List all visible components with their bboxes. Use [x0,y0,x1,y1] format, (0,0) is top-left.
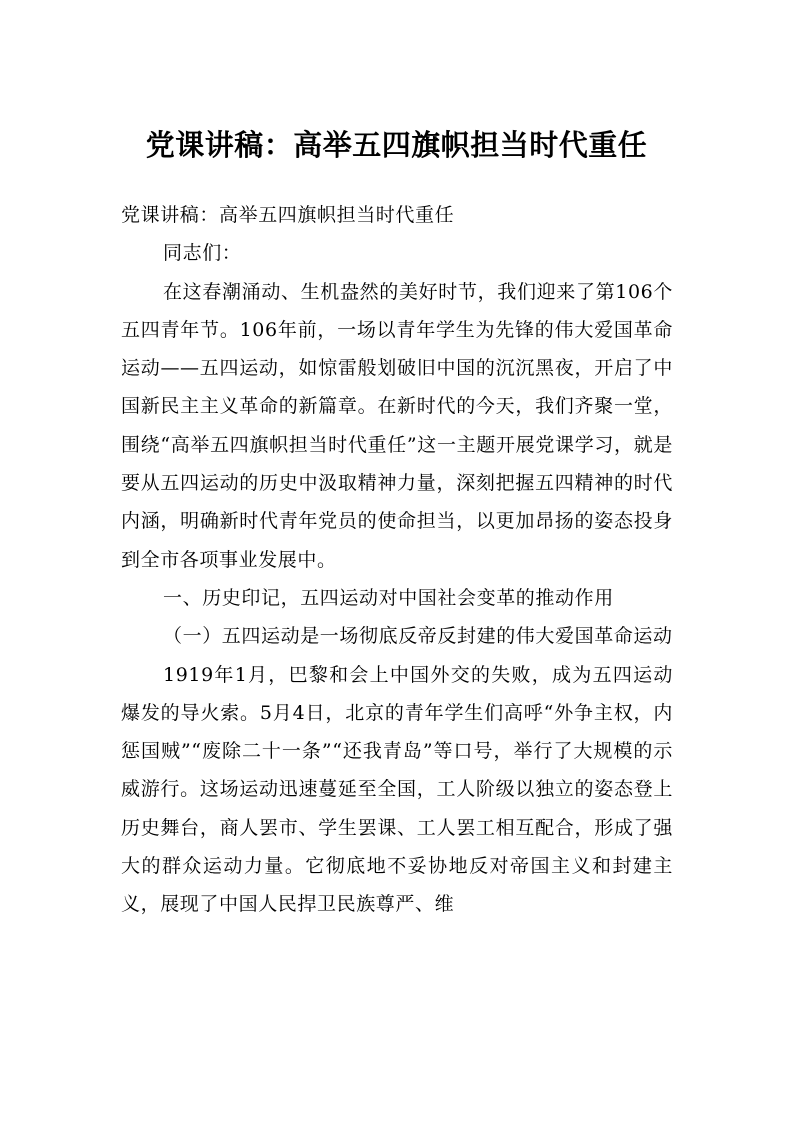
document-title: 党课讲稿：高举五四旗帜担当时代重任 [145,128,648,162]
paragraph-history: 1919年1月，巴黎和会上中国外交的失败，成为五四运动爆发的导火索。5月4日，北京的青年学生们高呼“外争主权，内惩国贼”“废除二十一条”“还我青岛”等口号，举行了大规模的示威游行。这场运动迅速蔓延至全国，工人阶级以独立的姿态登上历史舞台，商人罢市、学生罢课、工人罢工相互配合，形成了强大的群众运动力量。它彻底地不妥协地反对帝国主义和封建主义，展现了中国人民捍卫民族尊严、维 [121,663,673,916]
paragraph-salutation: 同志们： [163,242,242,265]
paragraph-subtitle: 党课讲稿：高举五四旗帜担当时代重任 [121,204,455,226]
subsection-heading: （一）五四运动是一场彻底反帝反封建的伟大爱国革命运动 [163,625,673,648]
paragraph-intro: 在这春潮涌动、生机盎然的美好时节，我们迎来了第106个五四青年节。106年前，一场以青年学生为先锋的伟大爱国革命运动——五四运动，如惊雷般划破旧中国的沉沉黑夜，开启了中国新民主主义革命的新篇章。在新时代的今天，我们齐聚一堂，围绕“高举五四旗帜担当时代重任”这一主题开展党课学习，就是要从五四运动的历史中汲取精神力量，深刻把握五四精神的时代内涵，明确新时代青年党员的使命担当，以更加昂扬的姿态投身到全市各项事业发展中。 [121,280,673,571]
section-heading: 一、历史印记，五四运动对中国社会变革的推动作用 [163,586,614,609]
document-body [121,196,673,924]
